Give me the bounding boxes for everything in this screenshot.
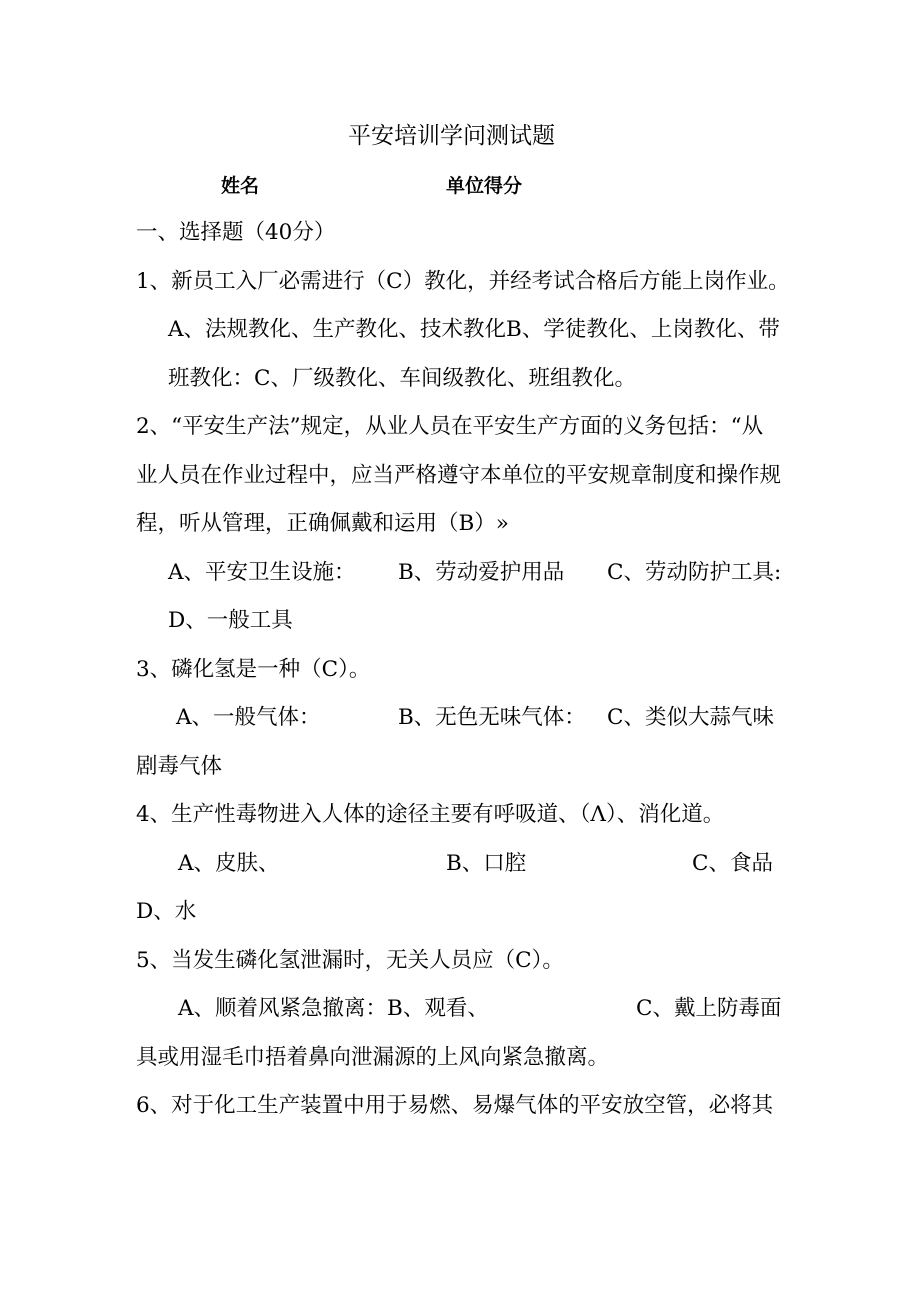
- unit-score-label: 单位得分: [446, 175, 523, 197]
- question-4-option-a: A、皮肤、: [178, 851, 280, 876]
- question-3-option-c-continued: 剧毒气体: [136, 754, 223, 779]
- question-3-option-b: B、无色无味气体：: [398, 705, 586, 730]
- question-3-option-c: C、类似大蒜气味: [607, 705, 774, 730]
- section-heading: 一、选择题（40分）: [136, 220, 336, 245]
- question-5-option-c-continued: 具或用湿毛巾捂着鼻向泄漏源的上风向紧急撤离。: [136, 1045, 610, 1070]
- page-title: 平安培训学问测试题: [348, 123, 555, 149]
- question-1-options-line2: 班教化：C、厂级教化、车间级教化、班组教化。: [168, 366, 636, 391]
- question-5-option-ab: A、顺着风紧急撤离：B、观看、: [178, 996, 489, 1021]
- question-2-option-d: D、一般工具: [168, 608, 293, 633]
- question-2-option-b: B、劳动爱护用品: [398, 560, 565, 585]
- question-1-stem: 1、新员工入厂必需进行（C）教化，并经考试合格后方能上岗作业。: [136, 269, 790, 294]
- question-5-option-c: C、戴上防毒面: [636, 996, 782, 1021]
- question-1-options-line1: A、法规教化、生产教化、技术教化B、学徒教化、上岗教化、带: [168, 317, 780, 342]
- question-5-stem: 5、当发生磷化氢泄漏时，无关人员应（C）。: [136, 948, 564, 973]
- question-2-option-a: A、平安卫生设施：: [168, 560, 356, 585]
- question-4-option-c: C、食品: [692, 851, 773, 876]
- name-label: 姓名: [221, 175, 260, 197]
- question-6-stem-line1: 6、对于化工生产装置中用于易燃、易爆气体的平安放空管，必将其: [136, 1093, 774, 1118]
- question-3-option-a: A、一般气体：: [176, 705, 321, 730]
- question-2-stem-line2: 业人员在作业过程中，应当严格遵守本单位的平安规章制度和操作规: [136, 463, 782, 488]
- question-2-stem-line1: 2、“平安生产法”规定，从业人员在平安生产方面的义务包括：“从: [136, 414, 764, 439]
- question-2-option-c: C、劳动防护工具:: [607, 560, 782, 585]
- question-2-stem-line3: 程，听从管理，正确佩戴和运用（B）»: [136, 511, 509, 536]
- question-4-option-d: D、水: [136, 899, 197, 924]
- question-4-option-b: B、口腔: [446, 851, 527, 876]
- question-4-stem: 4、生产性毒物进入人体的途径主要有呼吸道、（Λ）、消化道。: [136, 802, 725, 827]
- question-3-stem: 3、磷化氢是一种（C）。: [136, 657, 371, 682]
